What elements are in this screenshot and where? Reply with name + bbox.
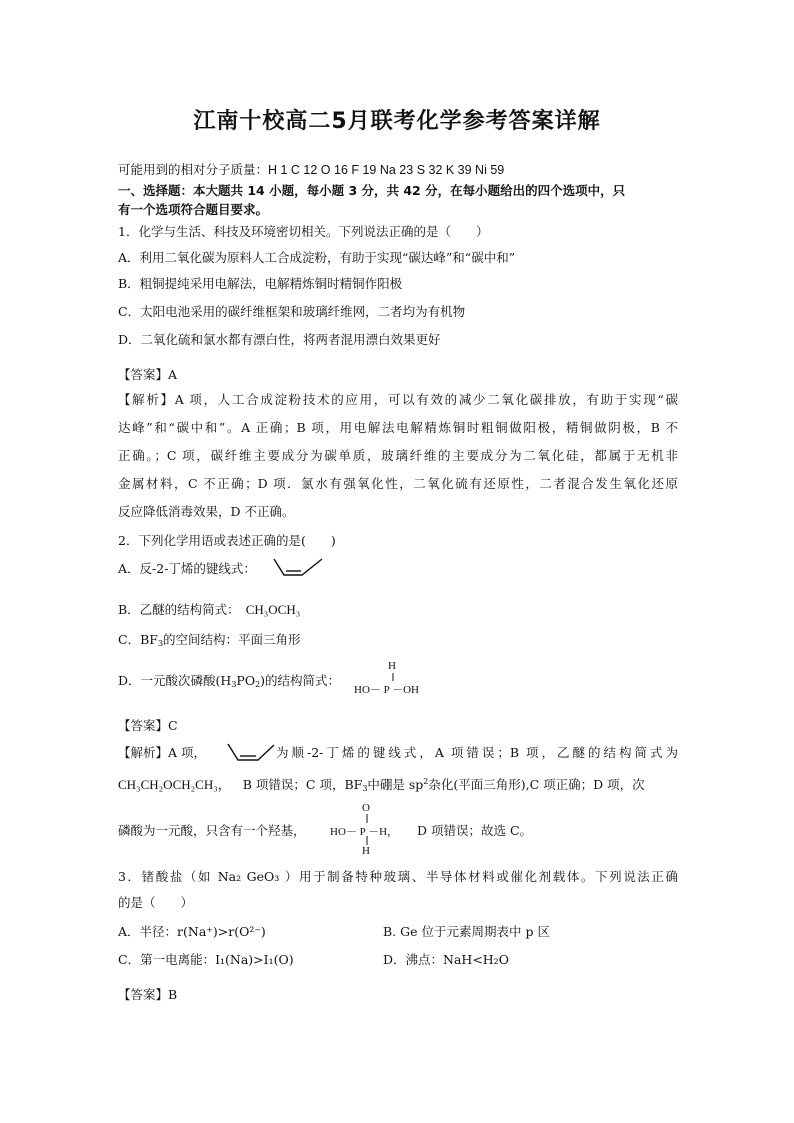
q2-option-d-prefix: D．一元酸次磷酸(H xyxy=(118,673,232,688)
q2-analysis-l3-pre: 磷酸为一元酸，只含有一个羟基， xyxy=(118,823,306,838)
q2-option-c-prefix: C．BF xyxy=(118,632,158,647)
q1-analysis xyxy=(118,386,678,526)
q1-analysis-line: 反应降低消毒效果，D 不正确。 xyxy=(118,504,295,519)
q2-option-c-suffix: 的空间结构：平面三角形 xyxy=(163,632,301,647)
q2-option-b-label: B．乙醚的结构简式： xyxy=(118,602,240,617)
q3-option-d: D．沸点：NaH<H₂O xyxy=(383,952,509,967)
q2-analysis-line1 xyxy=(118,743,206,763)
q2-analysis-l1-post: 为顺-2-丁烯的键线式，A 项错误；B 项，乙醚的结构简式为 xyxy=(276,745,678,760)
q1-option-a: A．利用二氧化碳为原料人工合成淀粉，有助于实现“碳达峰”和“碳中和” xyxy=(118,250,516,265)
cis-2-butene-skeletal-formula xyxy=(226,741,276,763)
q3-option-a: A．半径：r(Na⁺)>r(O²⁻) xyxy=(118,924,266,939)
struct-bottom-h: H xyxy=(362,845,370,857)
q2-analysis-l2-sup: 2 xyxy=(423,777,429,786)
q2-option-d-sub1: 3 xyxy=(231,680,237,689)
struct-top-o: O xyxy=(362,802,370,814)
q2-option-c-sub: 3 xyxy=(157,639,164,648)
q1-analysis-line: 金属材料，C 不正确；D 项．氯水有强氧化性，二氧化硫有还原性，二者混合发生氧化还原 xyxy=(118,476,678,491)
q2-option-a: A．反-2-丁烯的键线式： xyxy=(118,561,256,576)
q2-analysis-l1-pre: 【解析】A 项， xyxy=(118,745,207,760)
q2-analysis-l2-formula: CH₃CH₂OCH₂CH₃， xyxy=(118,777,231,792)
q3-option-b: B. Ge 位于元素周期表中 p 区 xyxy=(383,924,550,939)
struct-d-top-h: H xyxy=(388,660,396,672)
q2-option-b xyxy=(118,600,300,620)
q1-analysis-line: 达峰”和“碳中和”。A 正确；B 项，用电解法电解精炼铜时粗铜做阳极，精铜做阴极，B 不 xyxy=(118,420,678,435)
q2-stem: 2．下列化学用语或表述正确的是( ) xyxy=(118,533,336,548)
trans-2-butene-skeletal-formula xyxy=(272,556,324,578)
q2-option-b-formula: CH₃OCH₃ xyxy=(245,602,301,617)
q2-analysis-l2-b: 中硼是 sp xyxy=(367,777,424,792)
q3-answer: 【答案】B xyxy=(118,987,178,1002)
struct-main: HO－ P －H， xyxy=(330,826,399,838)
q2-analysis-l2-sub: 3 xyxy=(362,784,368,793)
struct-bond-bottom xyxy=(366,836,369,845)
q1-option-b: B．粗铜提纯采用电解法，电解精炼铜时精铜作阳极 xyxy=(118,276,403,291)
q1-answer: 【答案】A xyxy=(118,367,178,382)
atomic-mass-line: 可能用到的相对分子质量：H 1 C 12 O 16 F 19 Na 23 S 32 K 39 Ni 59 xyxy=(118,163,505,177)
q2-option-d-suffix: )的结构简式： xyxy=(260,673,341,688)
q3-stem-line2: 的是（ ） xyxy=(118,895,194,910)
section1-header-line2: 有一个选项符合题目要求。 xyxy=(118,202,269,217)
q2-option-c xyxy=(118,630,301,654)
page-title: 江南十校高二5月联考化学参考答案详解 xyxy=(193,109,601,134)
q1-analysis-line: 【解析】A 项，人工合成淀粉技术的应用，可以有效的减少二氧化碳排放，有助于实现“碳 xyxy=(118,392,678,407)
struct-bond-top xyxy=(366,814,369,823)
q2-analysis-l2-c: 杂化(平面三角形),C 项正确；D 项，次 xyxy=(428,777,645,792)
q2-analysis-line2 xyxy=(118,772,645,799)
q3-option-c: C．第一电离能：I₁(Na)>I₁(O) xyxy=(118,952,294,967)
section1-header-line1: 一、选择题：本大题共 14 小题，每小题 3 分，共 42 分，在每小题给出的四个选项中，只 xyxy=(118,183,626,198)
q2-answer: 【答案】C xyxy=(118,718,178,733)
q2-option-d-mid: PO xyxy=(236,673,256,688)
q2-option-d-sub2: 2 xyxy=(255,680,261,689)
q1-analysis-line: 正确。；C 项，碳纤维主要成分为碳单质，玻璃纤维的主要成分为二氧化硅，都属于无机非 xyxy=(118,448,678,463)
q1-stem: 1．化学与生活、科技及环境密切相关。下列说法正确的是（ ） xyxy=(118,224,489,239)
q2-option-d xyxy=(118,671,340,695)
struct-d-main: HO－ P －OH xyxy=(354,684,419,696)
q1-option-d: D．二氧化硫和氯水都有漂白性，将两者混用漂白效果更好 xyxy=(118,332,441,347)
q3-stem-line1: 3．锗酸盐（如 Na₂ GeO₃ ）用于制备特种玻璃、半导体材料或催化剂载体。下列说法正确 xyxy=(118,869,678,884)
q2-analysis-l2-a: B 项错误；C 项，BF xyxy=(242,777,363,792)
q2-analysis-l3-post: D 项错误；故选 C。 xyxy=(417,823,533,838)
q1-option-c: C．太阳电池采用的碳纤维框架和玻璃纤维网，二者均为有机物 xyxy=(118,304,466,319)
struct-d-bond xyxy=(392,673,395,681)
